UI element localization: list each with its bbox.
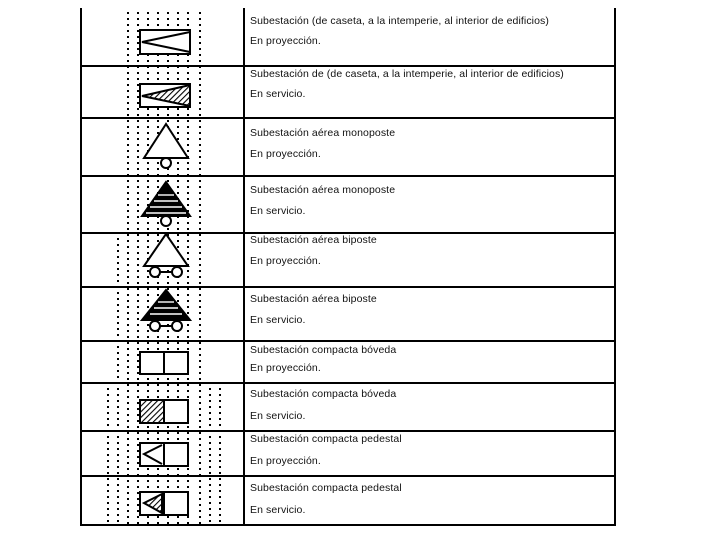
row-description: Subestación aérea monoposte — [250, 127, 396, 139]
legend-row — [250, 15, 612, 47]
legend-row — [250, 127, 612, 160]
legend-row — [250, 234, 612, 267]
legend-row — [250, 482, 612, 516]
row-divider — [80, 117, 615, 119]
table-left-border — [80, 8, 82, 526]
row-description: Subestación compacta pedestal — [250, 433, 402, 445]
legend-row — [250, 388, 612, 422]
legend-row — [250, 184, 612, 217]
biposte-outline-icon — [144, 234, 188, 277]
row-description: Subestación de (de caseta, a la intemperie, al interior de edificios) — [250, 68, 564, 80]
row-description: Subestación (de caseta, a la intemperie, al interior de edificios) — [250, 15, 550, 27]
column-divider — [243, 8, 245, 526]
pedestal-outline-icon — [140, 443, 188, 466]
row-divider — [80, 340, 615, 342]
legend-row — [250, 433, 612, 467]
row-description: Subestación compacta pedestal — [250, 482, 402, 494]
row-status: En proyección. — [250, 455, 321, 467]
boveda-hatched-icon — [140, 400, 188, 423]
row-status: En proyección. — [250, 35, 321, 47]
legend-row — [250, 68, 612, 100]
row-status: En servicio. — [250, 410, 306, 422]
row-status: En proyección. — [250, 255, 321, 267]
legend-table — [80, 8, 615, 526]
boveda-outline-icon — [140, 352, 188, 374]
row-description: Subestación compacta bóveda — [250, 388, 397, 400]
row-description: Subestación aérea biposte — [250, 293, 377, 305]
row-status: En proyección. — [250, 148, 321, 160]
monoposte-striped-icon — [142, 182, 190, 226]
row-divider — [80, 286, 615, 288]
row-status: En servicio. — [250, 504, 306, 516]
row-description: Subestación compacta bóveda — [250, 344, 397, 356]
pedestal-hatched-icon — [140, 492, 188, 515]
monoposte-outline-icon — [144, 124, 188, 168]
caseta-hatched-icon — [140, 84, 190, 107]
caseta-outline-icon — [140, 30, 190, 54]
legend-row — [250, 293, 612, 326]
row-divider — [80, 524, 615, 526]
legend-row — [250, 344, 612, 374]
row-status: En servicio. — [250, 205, 306, 217]
row-divider — [80, 475, 615, 477]
row-divider — [80, 430, 615, 432]
row-status: En proyección. — [250, 362, 321, 374]
row-description: Subestación aérea biposte — [250, 234, 377, 246]
row-divider — [80, 175, 615, 177]
row-status: En servicio. — [250, 88, 306, 100]
symbol-column — [80, 8, 243, 526]
row-divider — [80, 65, 615, 67]
table-right-border — [614, 8, 616, 526]
row-status: En servicio. — [250, 314, 306, 326]
biposte-striped-icon — [142, 290, 190, 331]
row-description: Subestación aérea monoposte — [250, 184, 396, 196]
row-divider — [80, 382, 615, 384]
